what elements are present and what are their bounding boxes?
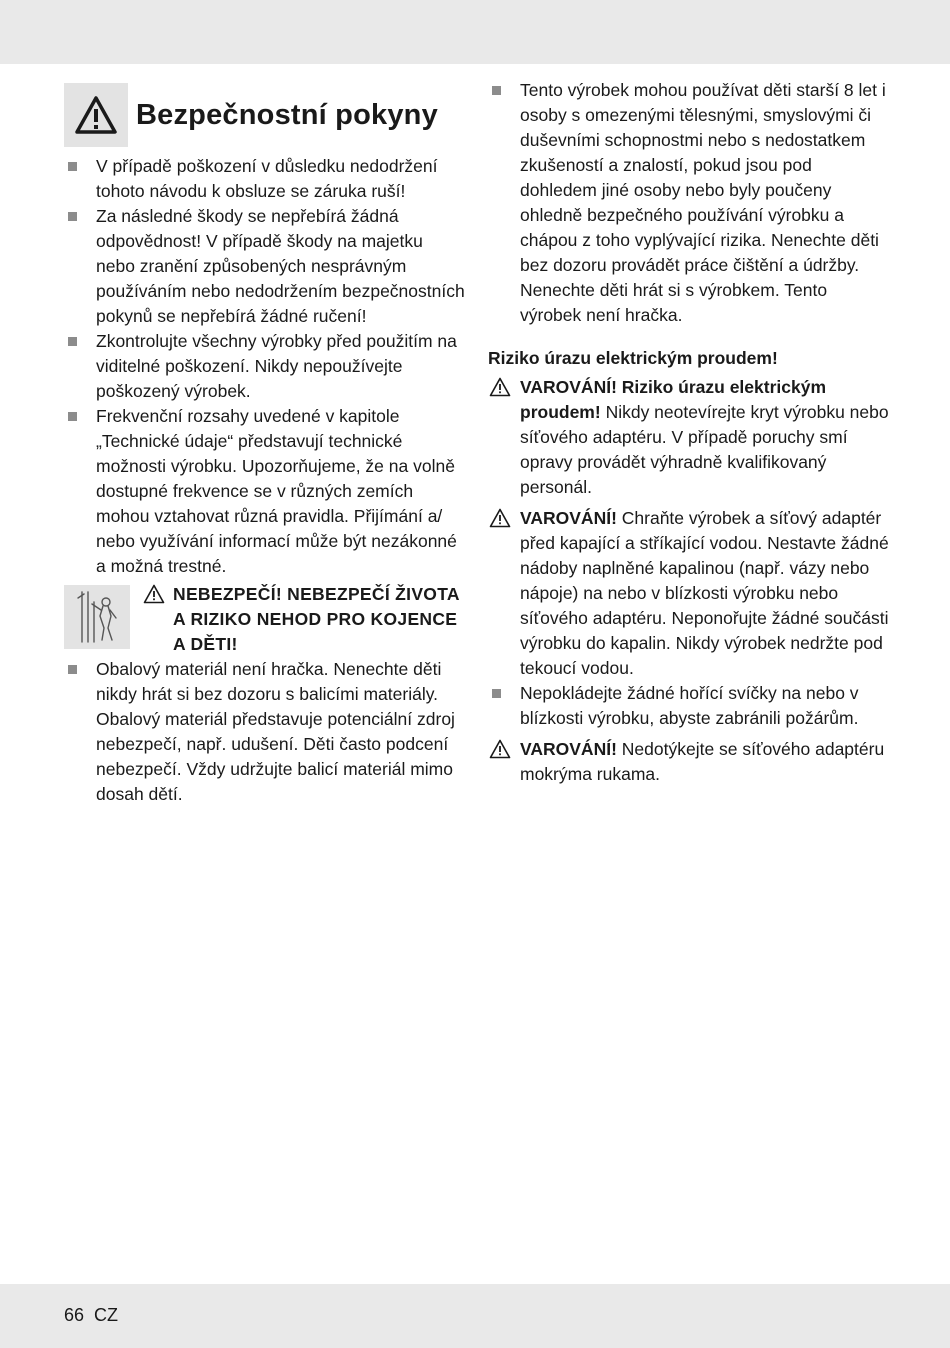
page-number: 66 — [64, 1305, 85, 1325]
warning-triangle-icon — [489, 508, 511, 528]
warning-item — [488, 506, 890, 681]
warning-label: VAROVÁNÍ! Riziko úrazu elektrickým proudem! — [520, 377, 827, 422]
section-heading — [64, 83, 466, 147]
warning-triangle-icon — [64, 83, 128, 147]
warning-triangle-icon — [489, 739, 511, 759]
danger-label: NEBEZPEČÍ! NEBEZPEČÍ ŽIVOTA A RIZIKO NEHOD PRO KOJENCE A DĚTI! — [173, 584, 460, 654]
page-footer — [64, 1305, 128, 1326]
danger-warning — [136, 582, 466, 657]
list-item: V případě poškození v důsledku nedodržení tohoto návodu k obsluze se záruka ruší! — [64, 154, 466, 204]
list-item: Obalový materiál není hračka. Nenechte děti nikdy hrát si bez dozoru s balicími materiály. Obalový materiál představuje potenciální zdroj nebezpečí, např. udušení. Děti často podcení nebezpečí. Vždy udržujte balicí materiál mimo dosah dětí. — [64, 657, 466, 807]
warning-text: Nikdy neotevírejte kryt výrobku nebo síťového adaptéru. V případě poruchy smí opravy provádět výhradně kvalifikovaný personál. — [520, 402, 889, 497]
danger-block — [64, 582, 466, 657]
warning-triangle-icon — [143, 584, 165, 604]
page-title: Bezpečnostní pokyny — [136, 98, 438, 131]
list-item: Frekvenční rozsahy uvedené v kapitole „Technické údaje“ představují technické možnosti výrobku. Upozorňujeme, že na volně dostupné frekvence se v různých zemích mohou vztahovat různá pravidla. Přijímání a/ nebo využívání informací může být nezákonné a možná trestné. — [64, 404, 466, 579]
list-item: Nepokládejte žádné hořící svíčky na nebo v blízkosti výrobku, abyste zabránili požárům. — [488, 681, 890, 731]
warning-triangle-icon — [489, 377, 511, 397]
child-safety-icon — [64, 585, 130, 649]
warning-item — [488, 737, 890, 787]
subheading: Riziko úrazu elektrickým proudem! — [488, 348, 778, 368]
language-code: CZ — [94, 1305, 119, 1325]
list-item: Tento výrobek mohou používat děti starší 8 let i osoby s omezenými tělesnými, smyslovými či duševními schopnostmi nebo s nedostatkem zkušeností a znalostí, pokud jsou pod dohledem jiné osoby nebo byly poučeny ohledně bezpečného používání výrobku a chápou z toho vyplývající rizika. Nenechte děti bez dozoru provádět práce čištění a údržby. Nenechte děti hrát si s výrobkem. Tento výrobek není hračka. — [488, 78, 890, 328]
right-column — [488, 78, 890, 787]
warning-text: Chraňte výrobek a síťový adaptér před kapající a stříkající vodou. Nestavte žádné nádoby naplněné kapalinou (např. vázy nebo nápoje) na nebo v blízkosti výrobku nebo síťového adaptéru. Neponořujte žádné součásti výrobku do kapalin. Nikdy výrobek nedržte pod tekoucí vodou. — [520, 508, 889, 678]
list-item: Zkontrolujte všechny výrobky před použitím na viditelné poškození. Nikdy nepoužívejte poškozený výrobek. — [64, 329, 466, 404]
warning-label: VAROVÁNÍ! — [520, 739, 617, 759]
left-column — [64, 83, 466, 807]
bottom-band — [0, 1284, 950, 1348]
warning-text: Nedotýkejte se síťového adaptéru mokrýma rukama. — [520, 739, 885, 784]
warning-label: VAROVÁNÍ! — [520, 508, 617, 528]
warning-item — [488, 375, 890, 500]
list-item: Za následné škody se nepřebírá žádná odpovědnost! V případě škody na majetku nebo zranění způsobených nesprávným používáním nebo nedodržením bezpečnostních pokynů se nepřebírá žádné ručení! — [64, 204, 466, 329]
top-band — [0, 0, 950, 64]
